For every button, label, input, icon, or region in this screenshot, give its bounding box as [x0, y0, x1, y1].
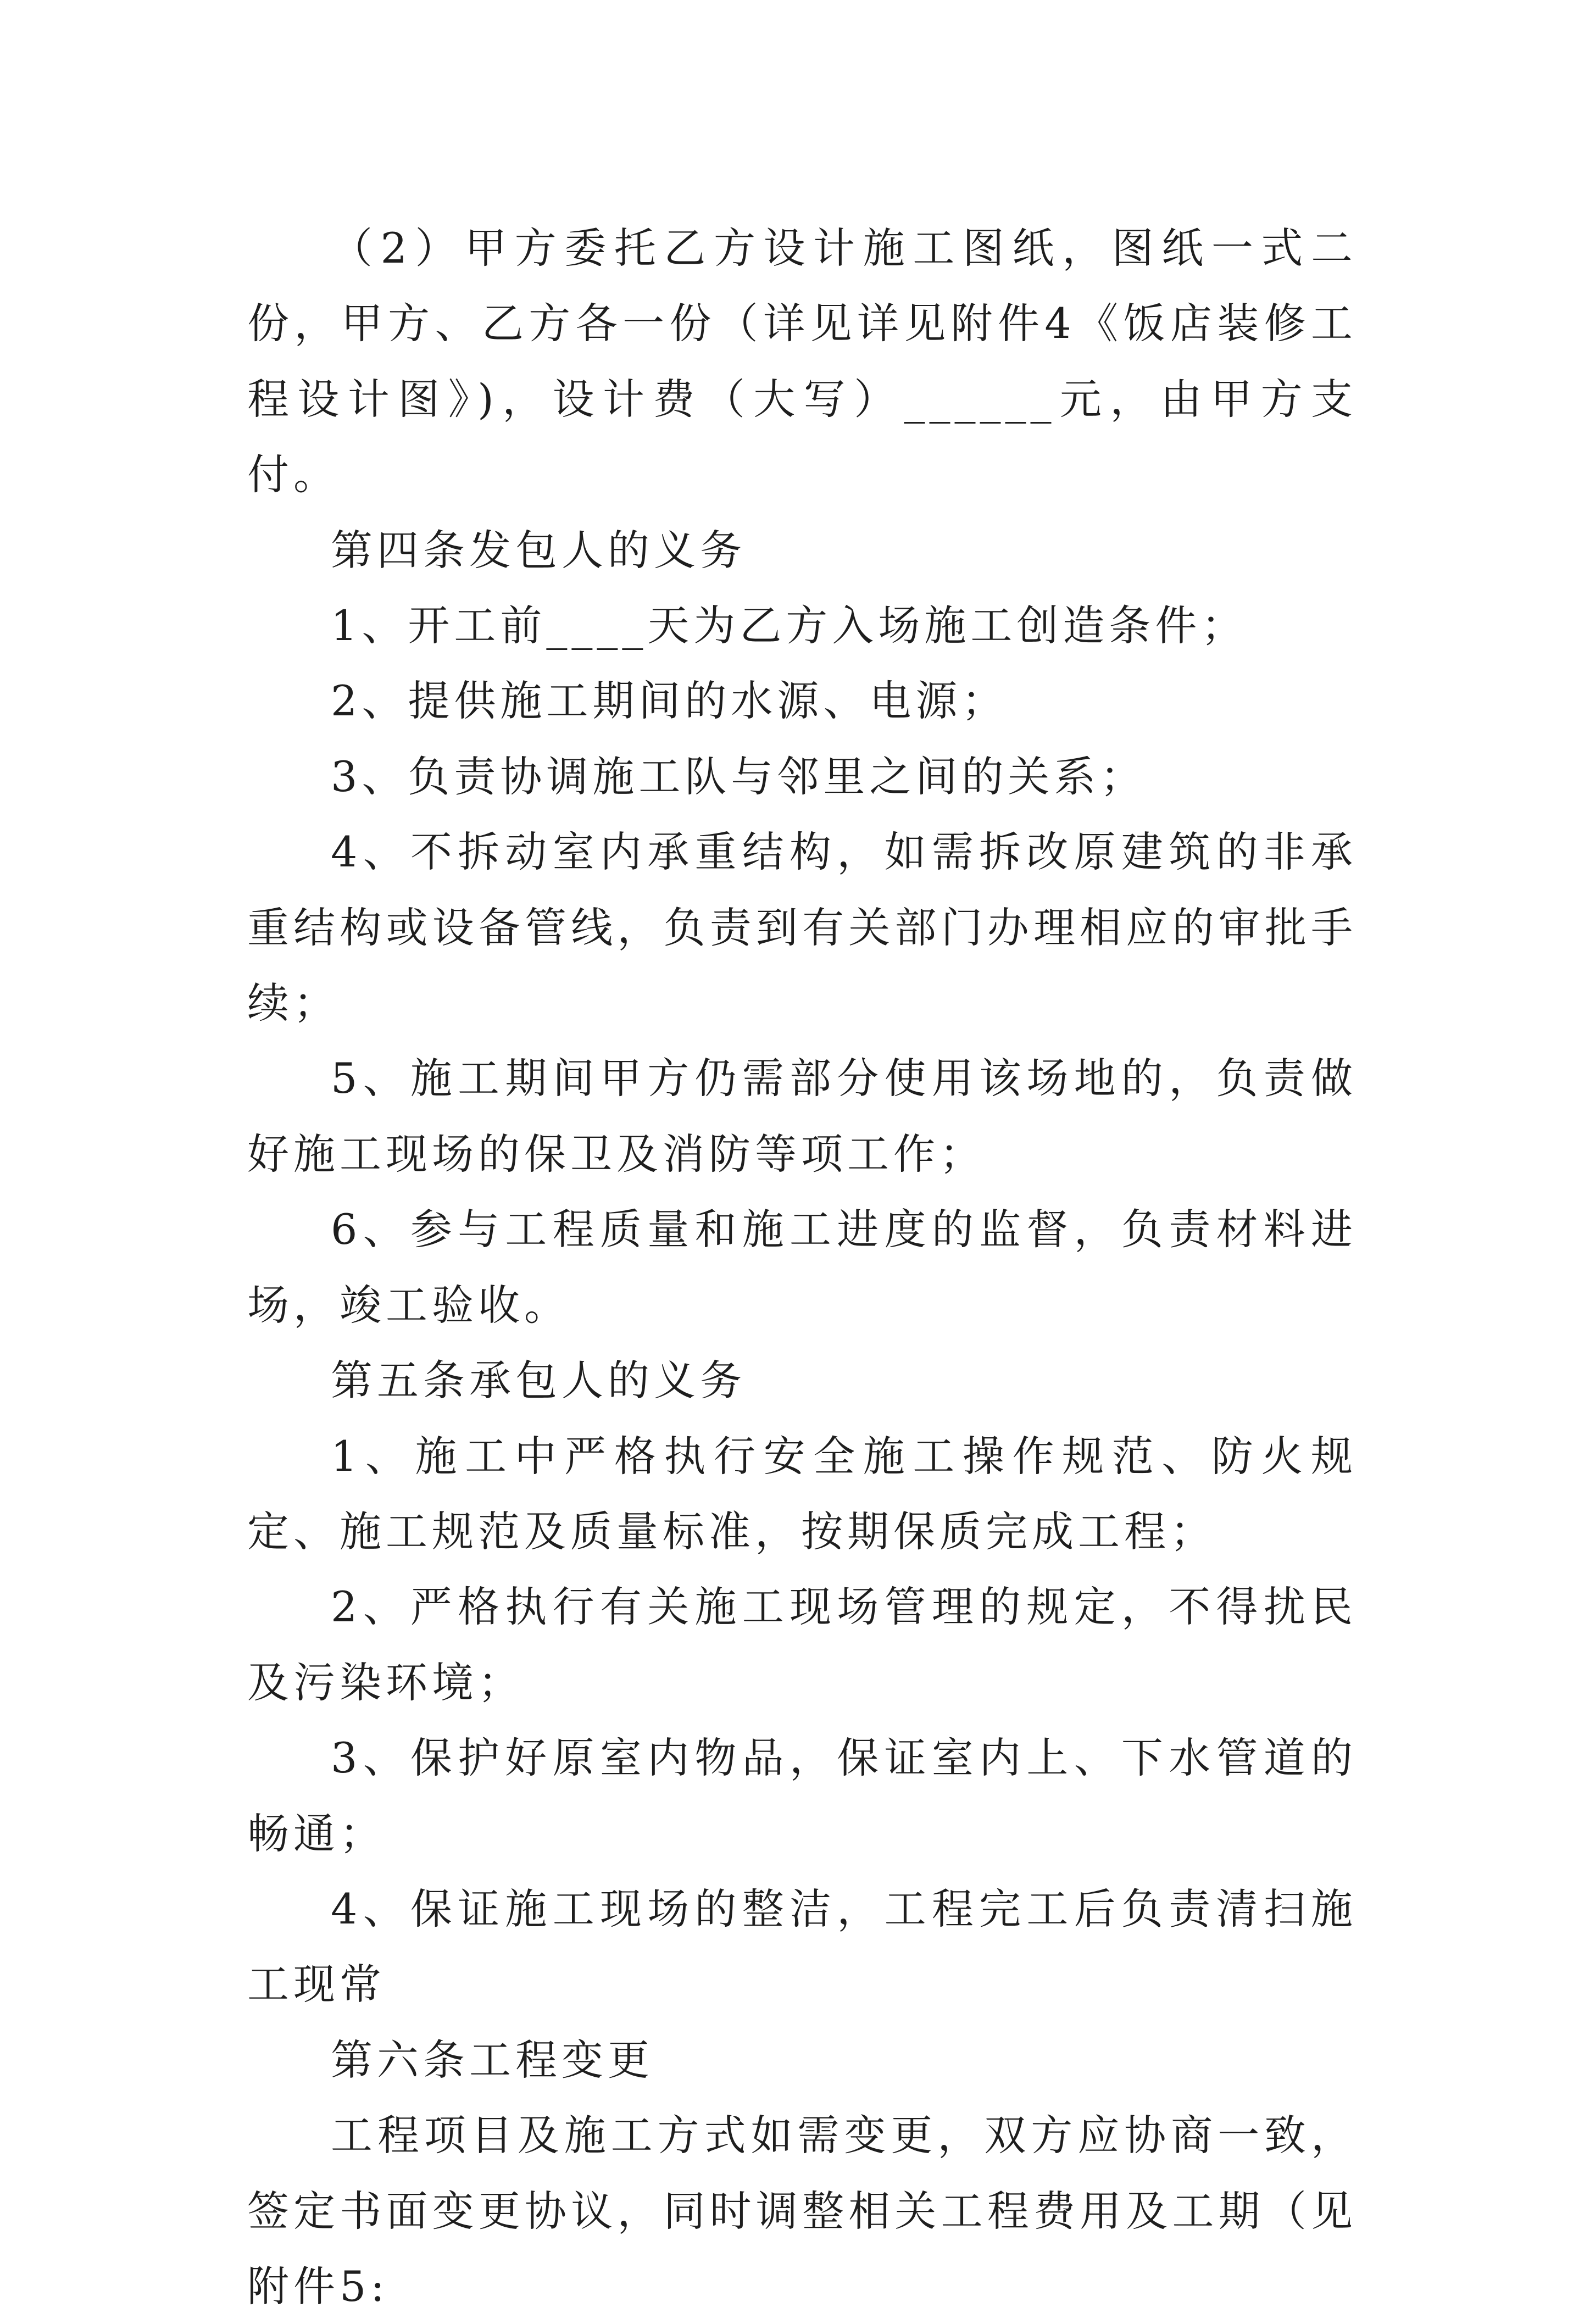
- article-5-item-3: 3、保护好原室内物品，保证室内上、下水管道的畅通；: [247, 1733, 1357, 1858]
- paragraph-design-drawings: （2）甲方委托乙方设计施工图纸，图纸一式二份，甲方、乙方各一份（详见详见附件4《饭店装修工程设计图》)，设计费（大写）______元，由甲方支付。: [247, 224, 1357, 499]
- article-5-item-4: 4、保证施工现场的整洁，工程完工后负责清扫施工现常: [247, 1884, 1357, 2009]
- article-4-item-6: 6、参与工程质量和施工进度的监督，负责材料进场，竣工验收。: [247, 1205, 1357, 1330]
- article-5-heading: 第五条承包人的义务: [331, 1356, 746, 1405]
- article-4-heading: 第四条发包人的义务: [331, 525, 746, 575]
- article-4-item-2: 2、提供施工期间的水源、电源；: [331, 676, 1008, 726]
- article-4-item-3: 3、负责协调施工队与邻里之间的关系；: [331, 752, 1147, 801]
- article-6-paragraph: 工程项目及施工方式如需变更，双方应协商一致，签定书面变更协议，同时调整相关工程费用及工期（见附件5:: [247, 2111, 1357, 2311]
- article-5-item-2: 2、严格执行有关施工现场管理的规定，不得扰民及污染环境；: [247, 1582, 1357, 1707]
- article-4-item-1: 1、开工前____天为乙方入场施工创造条件；: [331, 601, 1248, 651]
- article-6-heading: 第六条工程变更: [331, 2035, 654, 2084]
- article-4-item-5: 5、施工期间甲方仍需部分使用该场地的，负责做好施工现场的保卫及消防等项工作；: [247, 1054, 1357, 1178]
- document-body: [247, 210, 1357, 2324]
- article-5-item-1: 1、施工中严格执行安全施工操作规范、防火规定、施工规范及质量标准，按期保质完成工程；: [247, 1431, 1357, 1556]
- article-4-item-4: 4、不拆动室内承重结构，如需拆改原建筑的非承重结构或设备管线，负责到有关部门办理相应的审批手续；: [247, 827, 1357, 1028]
